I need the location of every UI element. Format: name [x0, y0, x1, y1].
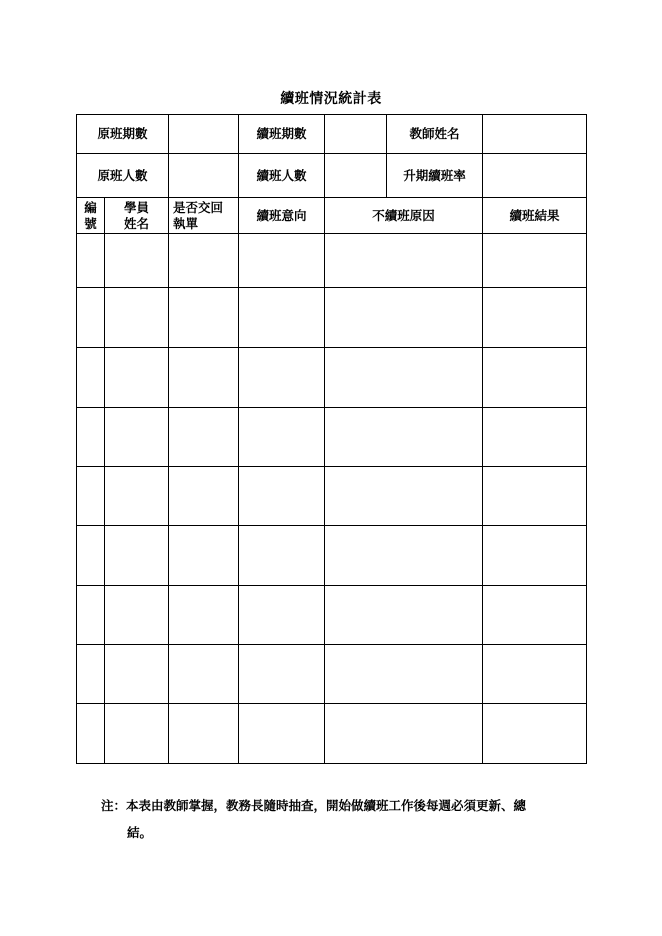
number-cell[interactable] [77, 288, 105, 348]
returned-form-cell[interactable] [169, 645, 239, 704]
intention-cell[interactable] [239, 467, 325, 526]
orig-count-value[interactable] [169, 154, 239, 198]
intention-cell[interactable] [239, 526, 325, 586]
intention-cell[interactable] [239, 645, 325, 704]
table-row [77, 348, 587, 408]
student-name-cell[interactable] [105, 408, 169, 467]
header-row-1 [77, 115, 587, 154]
intention-cell[interactable] [239, 704, 325, 764]
teacher-name-label: 教師姓名 [387, 115, 483, 154]
returned-form-cell[interactable] [169, 408, 239, 467]
footnote [101, 792, 526, 846]
orig-count-label: 原班人數 [77, 154, 169, 198]
footnote-line1: 注：本表由教師掌握，教務長隨時抽查，開始做續班工作後每週必須更新、總 [101, 798, 527, 813]
header-row-2 [77, 154, 587, 198]
reason-cell[interactable] [325, 348, 483, 408]
student-name-cell[interactable] [105, 348, 169, 408]
intention-cell[interactable] [239, 348, 325, 408]
col-reason-header: 不續班原因 [325, 198, 483, 234]
intention-cell[interactable] [239, 234, 325, 288]
cont-period-label: 續班期數 [239, 115, 325, 154]
student-name-cell[interactable] [105, 234, 169, 288]
col-number-line2: 號 [84, 215, 97, 231]
result-cell[interactable] [483, 526, 587, 586]
col-returned-form-line1: 是否交回 [173, 199, 224, 215]
col-student-name-line2: 姓名 [124, 215, 150, 231]
returned-form-cell[interactable] [169, 526, 239, 586]
table-row [77, 645, 587, 704]
orig-period-value[interactable] [169, 115, 239, 154]
returned-form-cell[interactable] [169, 586, 239, 645]
table-row [77, 704, 587, 764]
number-cell[interactable] [77, 348, 105, 408]
result-cell[interactable] [483, 288, 587, 348]
intention-cell[interactable] [239, 586, 325, 645]
student-name-cell[interactable] [105, 704, 169, 764]
cont-count-value[interactable] [325, 154, 387, 198]
col-number-header [77, 198, 105, 234]
reason-cell[interactable] [325, 526, 483, 586]
teacher-name-value[interactable] [483, 115, 587, 154]
promotion-rate-label: 升期續班率 [387, 154, 483, 198]
returned-form-cell[interactable] [169, 348, 239, 408]
table-row [77, 467, 587, 526]
student-name-cell[interactable] [105, 467, 169, 526]
intention-cell[interactable] [239, 288, 325, 348]
student-name-cell[interactable] [105, 586, 169, 645]
number-cell[interactable] [77, 645, 105, 704]
col-student-name-line1: 學員 [124, 199, 150, 215]
cont-period-value[interactable] [325, 115, 387, 154]
table-row [77, 526, 587, 586]
document-title: 續班情況統計表 [280, 91, 382, 107]
number-cell[interactable] [77, 408, 105, 467]
col-returned-form-line2: 執單 [173, 215, 199, 231]
footnote-line2: 結。 [127, 825, 153, 840]
reason-cell[interactable] [325, 408, 483, 467]
returned-form-cell[interactable] [169, 467, 239, 526]
reason-cell[interactable] [325, 704, 483, 764]
student-name-cell[interactable] [105, 645, 169, 704]
result-cell[interactable] [483, 467, 587, 526]
continuation-stats-table [76, 114, 587, 764]
reason-cell[interactable] [325, 467, 483, 526]
result-cell[interactable] [483, 645, 587, 704]
result-cell[interactable] [483, 234, 587, 288]
table-row [77, 408, 587, 467]
number-cell[interactable] [77, 467, 105, 526]
result-cell[interactable] [483, 704, 587, 764]
cont-count-label: 續班人數 [239, 154, 325, 198]
col-intention-header: 續班意向 [239, 198, 325, 234]
student-name-cell[interactable] [105, 288, 169, 348]
column-header-row [77, 198, 587, 234]
reason-cell[interactable] [325, 234, 483, 288]
table-row [77, 288, 587, 348]
col-result-header: 續班結果 [483, 198, 587, 234]
returned-form-cell[interactable] [169, 288, 239, 348]
student-name-cell[interactable] [105, 526, 169, 586]
result-cell[interactable] [483, 586, 587, 645]
intention-cell[interactable] [239, 408, 325, 467]
table-row [77, 234, 587, 288]
returned-form-cell[interactable] [169, 704, 239, 764]
number-cell[interactable] [77, 704, 105, 764]
table-row [77, 586, 587, 645]
col-number-line1: 編 [84, 199, 97, 215]
reason-cell[interactable] [325, 645, 483, 704]
result-cell[interactable] [483, 408, 587, 467]
col-student-name-header [105, 198, 169, 234]
orig-period-label: 原班期數 [77, 115, 169, 154]
number-cell[interactable] [77, 234, 105, 288]
reason-cell[interactable] [325, 288, 483, 348]
number-cell[interactable] [77, 526, 105, 586]
result-cell[interactable] [483, 348, 587, 408]
reason-cell[interactable] [325, 586, 483, 645]
col-returned-form-header [169, 198, 239, 234]
returned-form-cell[interactable] [169, 234, 239, 288]
promotion-rate-value[interactable] [483, 154, 587, 198]
number-cell[interactable] [77, 586, 105, 645]
